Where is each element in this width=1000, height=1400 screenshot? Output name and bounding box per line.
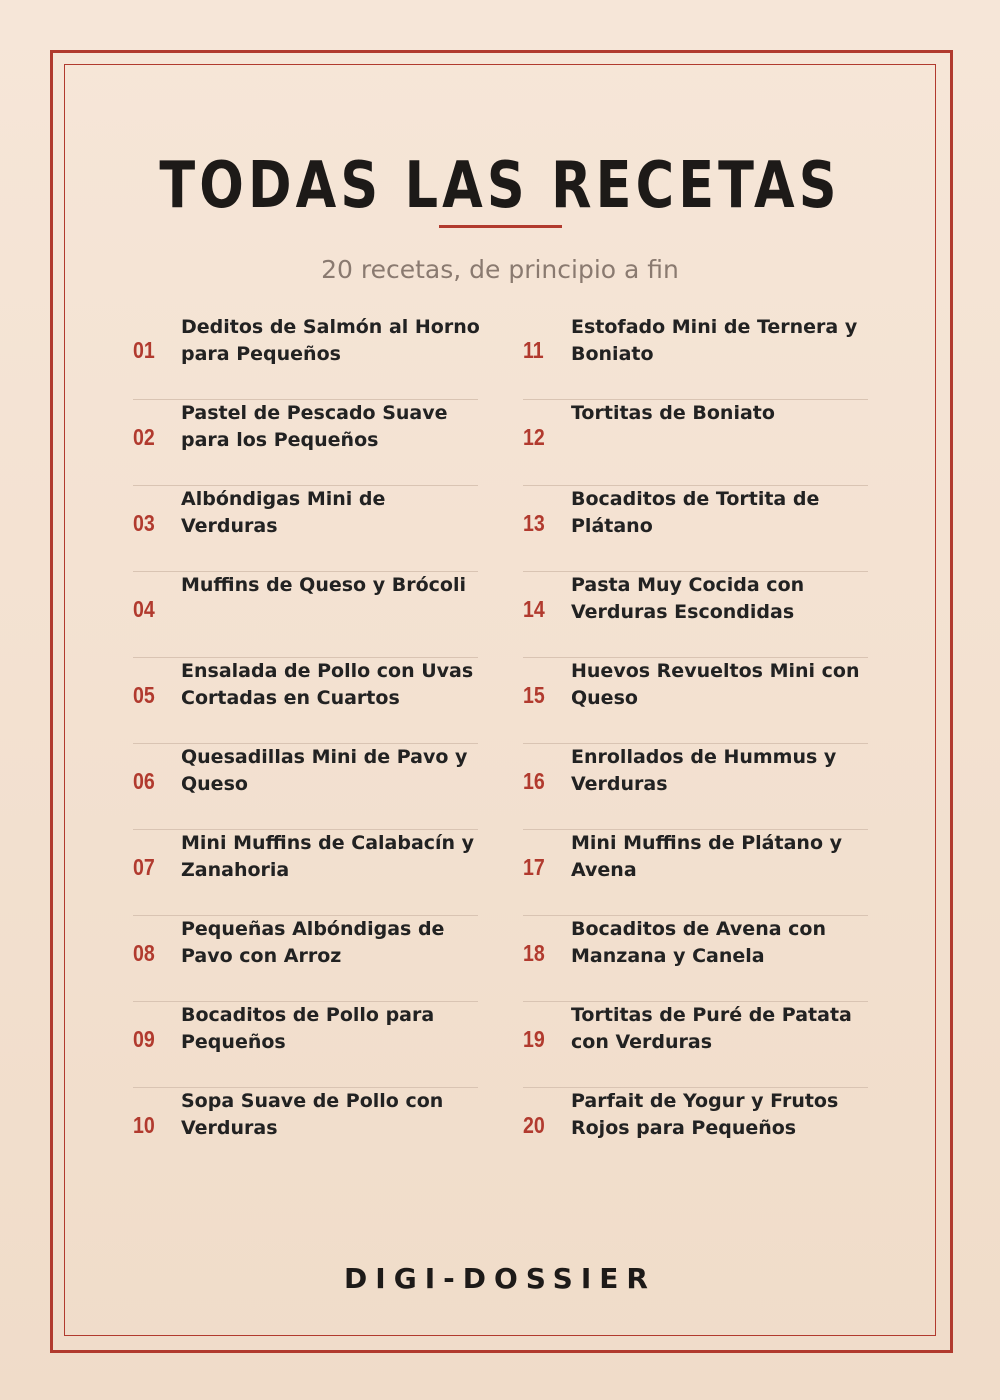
- recipe-number: 10: [133, 1111, 155, 1138]
- recipe-name: Sopa Suave de Pollo con Verduras: [181, 1090, 444, 1139]
- title-underline: [439, 225, 562, 228]
- recipe-name: Huevos Revueltos Mini con Queso: [571, 660, 860, 709]
- recipe-item: [523, 571, 868, 657]
- recipe-item: [523, 657, 868, 743]
- recipe-item: [133, 1087, 478, 1173]
- recipe-name: Parfait de Yogur y Frutos Rojos para Pequeños: [571, 1090, 839, 1139]
- recipe-name: Bocaditos de Tortita de Plátano: [571, 488, 820, 537]
- recipe-number: 03: [133, 509, 155, 536]
- recipe-item: [133, 399, 478, 485]
- recipe-name: Pastel de Pescado Suave para los Pequeños: [181, 402, 448, 451]
- recipe-item: [523, 1001, 868, 1087]
- recipe-number: 16: [523, 767, 545, 794]
- recipe-item: [133, 657, 478, 743]
- recipe-name: Quesadillas Mini de Pavo y Queso: [181, 746, 468, 795]
- recipe-name: Mini Muffins de Plátano y Avena: [571, 832, 842, 881]
- recipe-item: [523, 829, 868, 915]
- recipe-item: [523, 399, 868, 485]
- recipe-number: 12: [523, 423, 545, 450]
- recipe-list-right: [523, 313, 868, 1173]
- recipe-item: [133, 1001, 478, 1087]
- recipe-name: Bocaditos de Avena con Manzana y Canela: [571, 918, 826, 967]
- recipe-number: 07: [133, 853, 155, 880]
- recipe-name: Bocaditos de Pollo para Pequeños: [181, 1004, 435, 1053]
- recipe-number: 08: [133, 939, 155, 966]
- recipe-name: Tortitas de Puré de Patata con Verduras: [571, 1004, 852, 1053]
- recipe-item: [133, 829, 478, 915]
- recipe-list-left: [133, 313, 478, 1173]
- recipe-name: Deditos de Salmón al Horno para Pequeños: [181, 316, 480, 365]
- recipe-name: Muffins de Queso y Brócoli: [181, 574, 466, 596]
- recipe-name: Estofado Mini de Ternera y Boniato: [571, 316, 858, 365]
- recipe-name: Albóndigas Mini de Verduras: [181, 488, 386, 537]
- page-title: TODAS LAS RECETAS: [159, 149, 841, 223]
- recipe-item: [523, 485, 868, 571]
- recipe-item: [133, 571, 478, 657]
- recipe-item: [523, 915, 868, 1001]
- recipe-number: 19: [523, 1025, 545, 1052]
- recipe-number: 02: [133, 423, 155, 450]
- recipe-number: 04: [133, 595, 155, 622]
- recipe-number: 11: [523, 336, 544, 363]
- recipe-number: 17: [523, 853, 545, 880]
- recipe-item: [523, 1087, 868, 1173]
- recipe-number: 13: [523, 509, 545, 536]
- recipe-item: [133, 743, 478, 829]
- recipe-item: [133, 915, 478, 1001]
- page-subtitle: 20 recetas, de principio a fin: [321, 255, 679, 284]
- recipe-number: 01: [133, 336, 155, 363]
- recipe-number: 05: [133, 681, 155, 708]
- recipe-item: [523, 743, 868, 829]
- recipe-name: Mini Muffins de Calabacín y Zanahoria: [181, 832, 475, 881]
- brand-footer: DIGI-DOSSIER: [344, 1262, 656, 1295]
- recipe-item: [133, 313, 478, 399]
- recipe-number: 20: [523, 1111, 545, 1138]
- recipe-name: Pasta Muy Cocida con Verduras Escondidas: [571, 574, 805, 623]
- recipe-name: Enrollados de Hummus y Verduras: [571, 746, 837, 795]
- recipe-number: 15: [523, 681, 545, 708]
- recipe-name: Ensalada de Pollo con Uvas Cortadas en Cuartos: [181, 660, 474, 709]
- recipe-number: 14: [523, 595, 545, 622]
- recipe-name: Tortitas de Boniato: [571, 402, 775, 424]
- recipe-number: 18: [523, 939, 545, 966]
- recipe-item: [133, 485, 478, 571]
- recipe-name: Pequeñas Albóndigas de Pavo con Arroz: [181, 918, 445, 967]
- recipe-number: 09: [133, 1025, 155, 1052]
- recipe-item: [523, 313, 868, 399]
- recipe-number: 06: [133, 767, 155, 794]
